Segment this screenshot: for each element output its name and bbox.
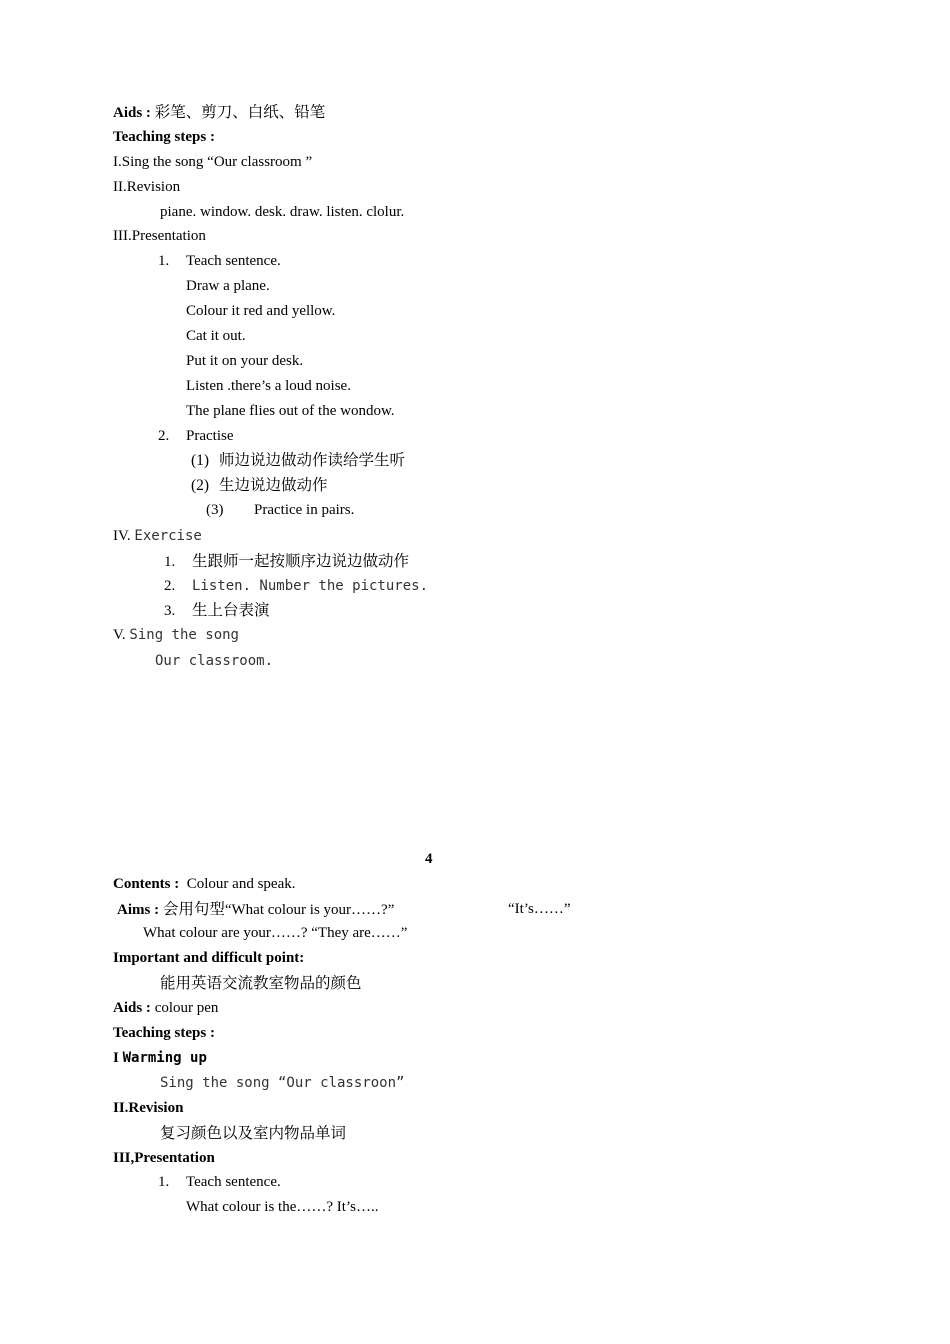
practise-number: (1) — [191, 452, 210, 469]
warm-song: Sing the song “Our classroon” — [160, 1075, 405, 1091]
list-text: Practise — [186, 428, 234, 444]
teaching-steps-heading: Teaching steps : — [113, 129, 215, 145]
aids-value: colour pen — [154, 1000, 219, 1016]
exercise-item — [164, 576, 428, 596]
aids-label: Aids : — [113, 105, 151, 121]
practise-item — [191, 450, 405, 471]
revision-cn: 复习颜色以及室内物品单词 — [160, 1124, 347, 1142]
aids-line — [113, 102, 325, 123]
step-revision: II.Revision — [113, 1100, 184, 1116]
step-prefix: IV. — [113, 528, 131, 544]
step-presentation: III,Presentation — [113, 1150, 215, 1166]
aims-cn: 会用句型 — [162, 900, 225, 918]
sentence-line: What colour is the……? It’s….. — [186, 1199, 379, 1215]
step-revision: II.Revision — [113, 179, 181, 195]
aims-question: “What colour is your……?” — [224, 902, 395, 918]
important-value: 能用英语交流教室物品的颜色 — [160, 974, 362, 992]
practise-text: 师边说边做动作读给学生听 — [218, 451, 405, 469]
practise-text: Practice in pairs. — [254, 502, 355, 518]
contents-label: Contents : — [113, 876, 180, 892]
sentence-line: Draw a plane. — [186, 278, 270, 294]
revision-words: piane. window. desk. draw. listen. clolur. — [160, 204, 405, 220]
sentence-line: Colour it red and yellow. — [186, 303, 336, 319]
list-number: 2. — [164, 578, 176, 594]
aids-value: 彩笔、剪刀、白纸、铅笔 — [154, 103, 326, 121]
list-text: Listen. Number the pictures. — [192, 578, 429, 594]
aims-label: Aims : — [117, 902, 160, 918]
exercise-item — [164, 600, 270, 621]
step-sing-song: I.Sing the song “Our classroom ” — [113, 154, 313, 170]
teaching-steps-heading: Teaching steps : — [113, 1025, 215, 1041]
sentence-line: The plane flies out of the wondow. — [186, 403, 395, 419]
list-number: 2. — [158, 428, 170, 444]
list-text: Teach sentence. — [186, 253, 281, 269]
step-presentation: III.Presentation — [113, 228, 206, 244]
presentation-item-1 — [158, 1172, 281, 1192]
lesson-number: 4 — [425, 851, 433, 867]
aids-label: Aids : — [113, 1000, 151, 1016]
step-word: Exercise — [134, 528, 202, 544]
practise-number: (3) — [206, 502, 224, 518]
step-warming-up — [113, 1048, 207, 1068]
step-sing — [113, 625, 239, 645]
contents-line — [113, 874, 295, 894]
step-prefix: V. — [113, 627, 126, 643]
step-word: Sing the song — [129, 627, 239, 643]
step-prefix: I — [113, 1050, 119, 1066]
list-number: 1. — [158, 253, 170, 269]
contents-value: Colour and speak. — [186, 876, 296, 892]
practise-text: 生边说边做动作 — [218, 476, 328, 494]
list-text: Teach sentence. — [186, 1174, 281, 1190]
step-exercise — [113, 526, 202, 546]
aids-line-4 — [113, 998, 218, 1018]
sentence-line: Cat it out. — [186, 328, 246, 344]
step-word: Warming up — [122, 1050, 207, 1066]
list-number: 1. — [158, 1174, 170, 1190]
important-label: Important and difficult point: — [113, 950, 305, 966]
exercise-item — [164, 551, 409, 572]
presentation-item-2 — [158, 426, 233, 446]
aims-line — [117, 899, 394, 920]
aims-line-2: What colour are your……? “They are……” — [143, 925, 408, 941]
list-text: 生跟师一起按顺序边说边做动作 — [192, 552, 410, 570]
aims-answer: “It’s……” — [508, 901, 571, 917]
list-number: 1. — [164, 554, 176, 570]
sentence-line: Listen .there’s a loud noise. — [186, 378, 351, 394]
sentence-line: Put it on your desk. — [186, 353, 304, 369]
practise-item — [206, 500, 354, 520]
presentation-item-1 — [158, 251, 281, 271]
list-text: 生上台表演 — [192, 601, 270, 619]
song-name: Our classroom. — [155, 653, 274, 669]
practise-item — [191, 475, 327, 496]
practise-number: (2) — [191, 477, 210, 494]
list-number: 3. — [164, 603, 176, 619]
